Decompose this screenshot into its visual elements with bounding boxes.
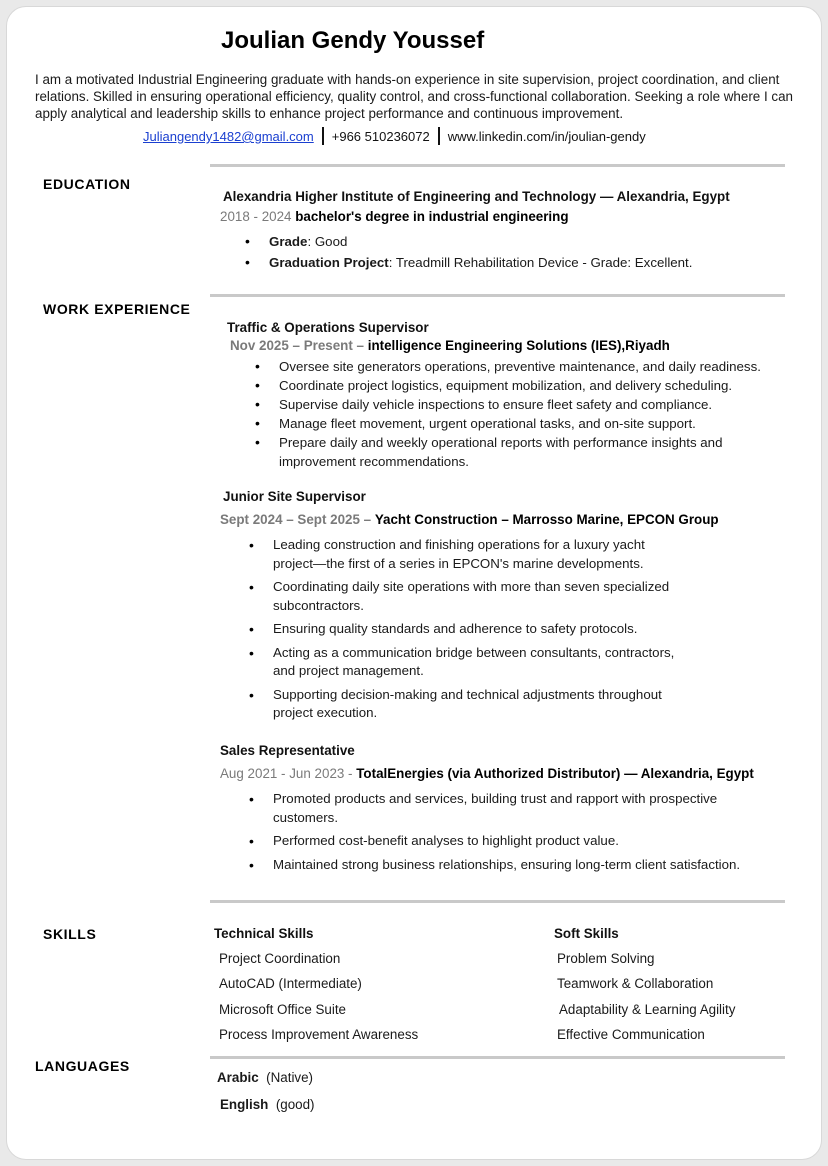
list-item: • Graduation Project: Treadmill Rehabilitation Device - Grade: Excellent.	[269, 252, 692, 273]
phone-number: +966 510236072	[331, 129, 430, 144]
technical-skills-title: Technical Skills	[214, 926, 314, 941]
language-item	[220, 1097, 315, 1112]
skill-item: Problem Solving	[557, 951, 655, 966]
language-level: (Native)	[266, 1070, 314, 1085]
list-item: • Leading construction and finishing operations for a luxury yacht project—the first of a series in EPCON's marine developments.	[273, 536, 683, 573]
education-degree: bachelor's degree in industrial engineering	[295, 209, 569, 224]
skill-item: Microsoft Office Suite	[219, 1002, 347, 1017]
job-company: Yacht Construction – Marrosso Marine, EPCON Group	[374, 512, 719, 527]
skill-item: AutoCAD (Intermediate)	[219, 976, 362, 991]
job-dates: Aug 2021 - Jun 2023 -	[220, 766, 353, 781]
list-item: • Supervise daily vehicle inspections to ensure fleet safety and compliance.	[279, 395, 779, 414]
list-item: • Grade: Good	[269, 231, 692, 252]
job-dates: Nov 2025 – Present –	[230, 338, 364, 353]
list-item: • Supporting decision-making and technical adjustments throughout project execution.	[273, 686, 683, 723]
language-item	[217, 1070, 313, 1085]
list-item: • Ensuring quality standards and adherence to safety protocols.	[273, 620, 683, 639]
list-item: • Manage fleet movement, urgent operational tasks, and on-site support.	[279, 414, 779, 433]
job-bullets	[273, 536, 683, 723]
divider	[322, 127, 324, 145]
linkedin-url[interactable]: www.linkedin.com/in/joulian-gendy	[447, 129, 646, 144]
education-dates: 2018 - 2024	[220, 209, 292, 224]
job-company: intelligence Engineering Solutions (IES),Riyadh	[367, 338, 670, 353]
section-divider	[210, 900, 785, 903]
languages-heading: LANGUAGES	[35, 1058, 130, 1074]
job-title: Traffic & Operations Supervisor	[227, 320, 429, 335]
skill-item: Process Improvement Awareness	[219, 1027, 419, 1042]
education-heading: EDUCATION	[43, 176, 131, 192]
section-divider	[210, 164, 785, 167]
resume-page	[6, 6, 822, 1160]
email-link[interactable]: Juliangendy1482@gmail.com	[143, 129, 314, 144]
job-title: Sales Representative	[220, 743, 355, 758]
soft-skills-title: Soft Skills	[554, 926, 619, 941]
list-item: • Coordinating daily site operations with more than seven specialized subcontractors.	[273, 578, 683, 615]
skill-item: Project Coordination	[219, 951, 341, 966]
skill-item: Adaptability & Learning Agility	[559, 1002, 736, 1017]
summary-paragraph: I am a motivated Industrial Engineering graduate with hands-on experience in site supervision, project coordination, and client relations. Skilled in ensuring operational efficiency, quality control, and cross-functional collaboration. Seeking a role where I can apply analytical and leadership skills to enhance project performance and continuous improvement.	[35, 72, 793, 121]
education-degree-line	[220, 209, 569, 224]
job-company: TotalEnergies (via Authorized Distributor) — Alexandria, Egypt	[356, 766, 754, 781]
job-bullets	[273, 790, 743, 874]
language-name: Arabic	[217, 1070, 259, 1085]
skills-heading: SKILLS	[43, 926, 97, 942]
skill-item: Effective Communication	[557, 1027, 705, 1042]
language-name: English	[220, 1097, 269, 1112]
list-item: • Acting as a communication bridge between consultants, contractors, and project management.	[273, 644, 683, 681]
language-level: (good)	[275, 1097, 315, 1112]
list-item: • Oversee site generators operations, preventive maintenance, and daily readiness.	[279, 357, 779, 376]
job-title: Junior Site Supervisor	[223, 489, 366, 504]
section-divider	[210, 294, 785, 297]
list-item: • Maintained strong business relationships, ensuring long-term client satisfaction.	[273, 856, 743, 875]
job-bullets	[279, 357, 779, 471]
skill-item: Teamwork & Collaboration	[557, 976, 714, 991]
list-item: • Performed cost-benefit analyses to highlight product value.	[273, 832, 743, 851]
contact-line	[143, 127, 646, 145]
list-item: • Promoted products and services, building trust and rapport with prospective customers.	[273, 790, 743, 827]
education-institution: Alexandria Higher Institute of Engineering and Technology — Alexandria, Egypt	[223, 189, 730, 204]
work-heading: WORK EXPERIENCE	[43, 301, 191, 317]
job-meta	[220, 766, 754, 781]
list-item: • Prepare daily and weekly operational reports with performance insights and improvement recommendations.	[279, 433, 779, 471]
job-meta	[230, 338, 670, 353]
education-bullets	[269, 231, 692, 273]
divider	[438, 127, 440, 145]
job-dates: Sept 2024 – Sept 2025 –	[220, 512, 372, 527]
candidate-name: Joulian Gendy Youssef	[221, 27, 485, 54]
list-item: • Coordinate project logistics, equipment mobilization, and delivery scheduling.	[279, 376, 779, 395]
job-meta	[220, 512, 719, 527]
section-divider	[210, 1056, 785, 1059]
